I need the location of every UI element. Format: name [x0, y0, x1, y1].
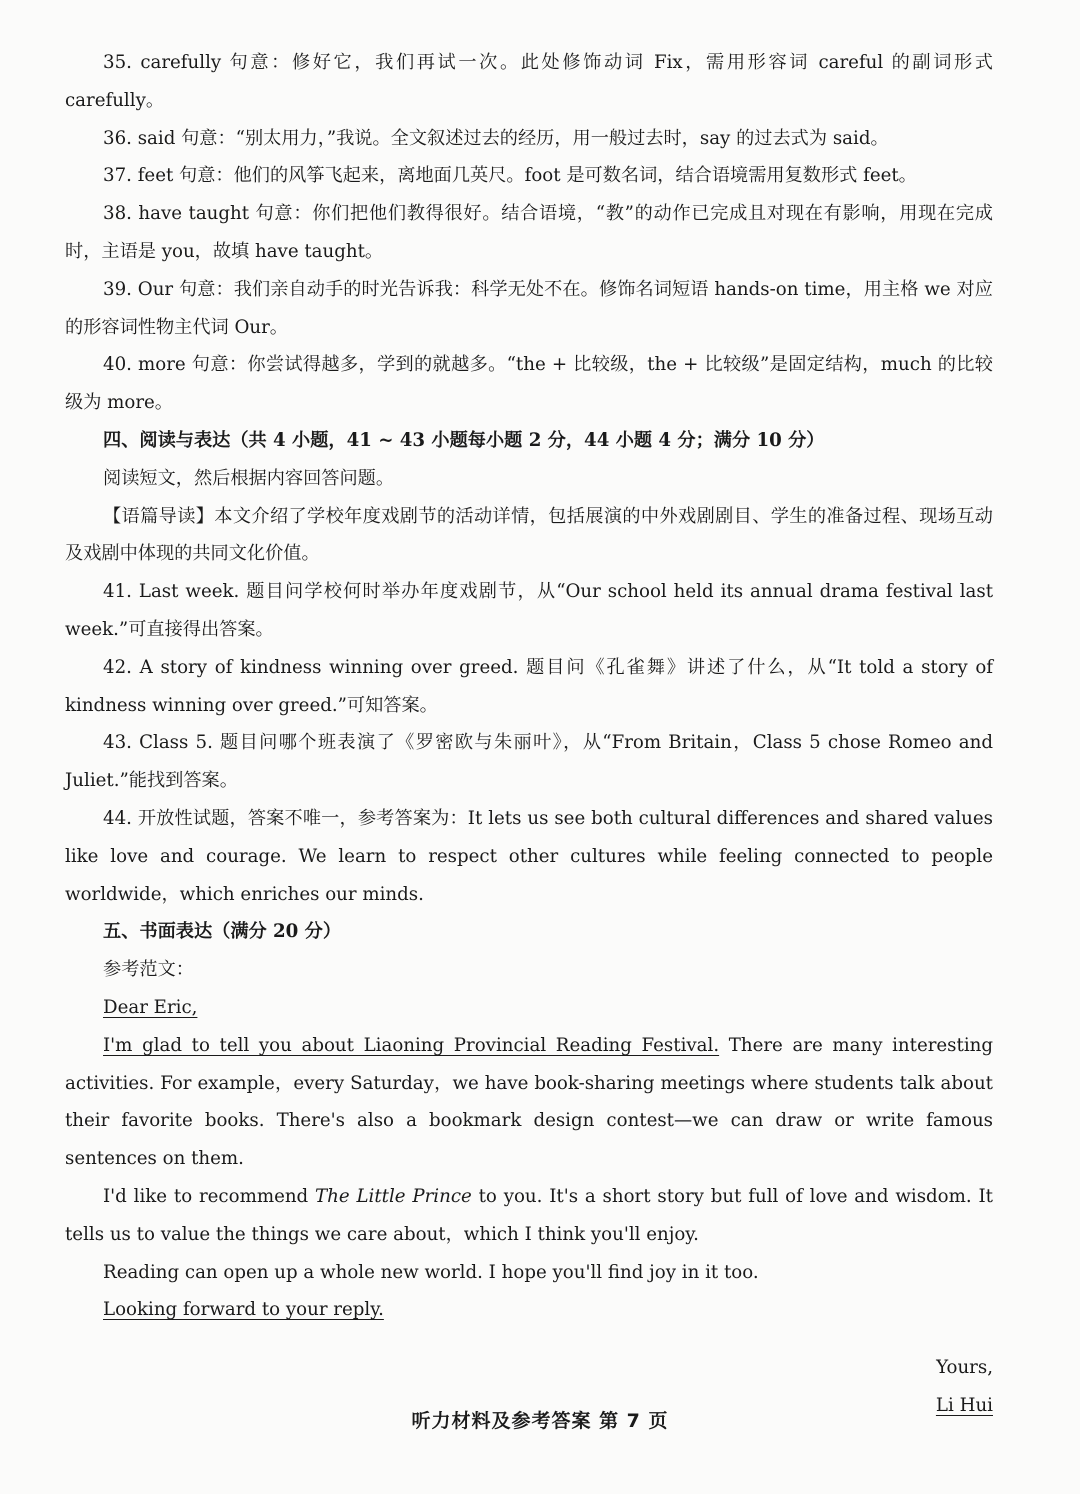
- letter-closing: [65, 1291, 993, 1329]
- letter-paragraph-1-rest: There are many interesting activities. For example，every Saturday，we have book-sharing meetings where students talk about their favorite books. There's also a bookmark design contest—we can draw or write famous sentences on them.: [65, 1034, 993, 1170]
- letter-paragraph-2-before: I'd like to recommend: [103, 1185, 316, 1207]
- letter-paragraph-2-after: to you. It's a short story but full of love and wisdom. It tells us to value the things we care about，which I think you'll enjoy.: [65, 1185, 993, 1245]
- answer-item-35: 35. carefully 句意：修好它，我们再试一次。此处修饰动词 Fix，需用形容词 careful 的副词形式 carefully。: [65, 52, 993, 111]
- section-4-heading: 四、阅读与表达（共 4 小题，41 ~ 43 小题每小题 2 分，44 小题 4 分；满分 10 分）: [103, 429, 825, 451]
- signer-name: Li Hui: [935, 1394, 993, 1416]
- answer-item-39: 39. Our 句意：我们亲自动手的时光告诉我：科学无处不在。修饰名词短语 hands-on time，用主格 we 对应的形容词性物主代词 Our。: [65, 278, 993, 338]
- page-content: [65, 44, 993, 1425]
- answer-item-42: 42. A story of kindness winning over greed. 题目问《孔雀舞》讲述了什么，从“It told a story of kindness winning over greed.”可知答案。: [65, 656, 993, 716]
- section-4-instruction: 阅读短文，然后根据内容回答问题。: [103, 467, 395, 489]
- letter-signoff: Yours,: [936, 1357, 993, 1379]
- letter-paragraph-2: [65, 1178, 993, 1254]
- answer-item-40: 40. more 句意：你尝试得越多，学到的就越多。“the + 比较级，the + 比较级”是固定结构，much 的比较级为 more。: [65, 354, 993, 414]
- page-footer: 听力材料及参考答案 第 7 页: [411, 1410, 669, 1432]
- answer-item-36: 36. said 句意：“别太用力，”我说。全文叙述过去的经历，用一般过去时，say 的过去式为 said。: [103, 127, 889, 149]
- closing-text: Looking forward to your reply.: [103, 1299, 384, 1321]
- answer-item-43: 43. Class 5. 题目问哪个班表演了《罗密欧与朱丽叶》，从“From Britain，Class 5 chose Romeo and Juliet.”能找到答案。: [65, 732, 993, 792]
- book-title: The Little Prince: [315, 1185, 472, 1207]
- sample-essay-label: 参考范文：: [103, 959, 194, 981]
- letter-paragraph-3: Reading can open up a whole new world. I hope you'll find joy in it too.: [103, 1261, 759, 1283]
- section-5-heading: 五、书面表达（满分 20 分）: [103, 921, 342, 943]
- answer-item-38: 38. have taught 句意：你们把他们教得很好。结合语境，“教”的动作已完成且对现在有影响，用现在完成时，主语是 you，故填 have taught。: [65, 203, 993, 262]
- letter-paragraph-1: [65, 1027, 993, 1178]
- answer-item-37: 37. feet 句意：他们的风筝飞起来，离地面几英尺。foot 是可数名词，结合语境需用复数形式 feet。: [103, 165, 917, 187]
- answer-item-44: 44. 开放性试题，答案不唯一，参考答案为：It lets us see both cultural differences and shared values like love and courage. We learn to respect other cultures while feeling connected to people worldwide，which enriches our minds.: [65, 807, 993, 905]
- letter-salutation: [65, 989, 993, 1027]
- answer-item-41: 41. Last week. 题目问学校何时举办年度戏剧节，从“Our school held its annual drama festival last week.”可直接得出答案。: [65, 581, 993, 640]
- salutation-text: Dear Eric,: [103, 996, 198, 1018]
- letter-opening-sentence: I'm glad to tell you about Liaoning Provincial Reading Festival.: [103, 1034, 720, 1056]
- section-4-guide: 【语篇导读】本文介绍了学校年度戏剧节的活动详情，包括展演的中外戏剧剧目、学生的准备过程、现场互动及戏剧中体现的共同文化价值。: [65, 505, 993, 565]
